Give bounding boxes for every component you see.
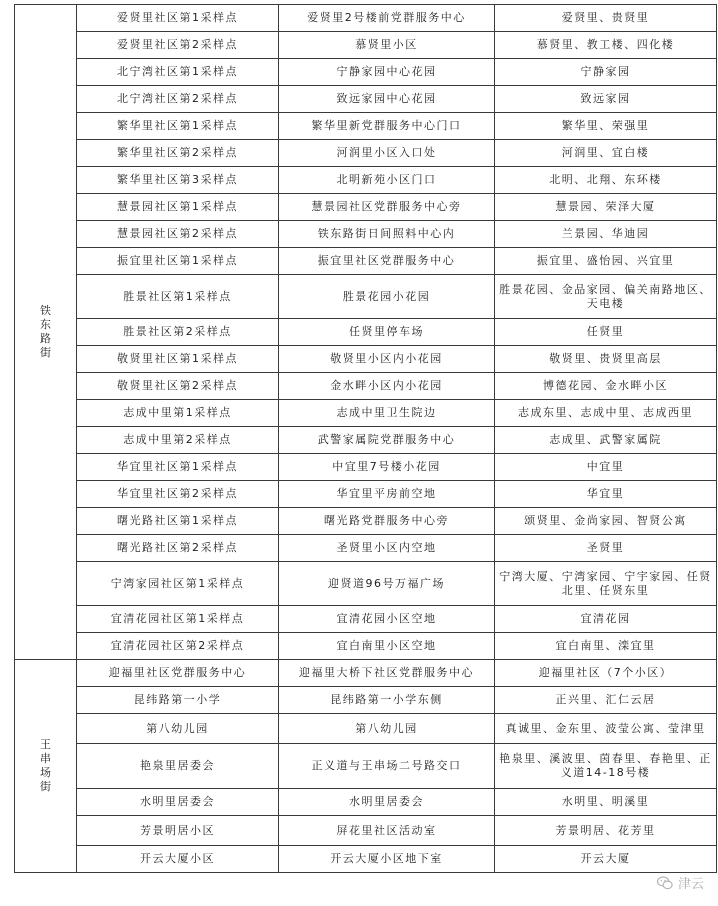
coverage-area-cell: 艳泉里、溪波里、茵春里、春艳里、正义道14-18号楼: [495, 744, 717, 789]
location-cell: 武警家属院党群服务中心: [279, 427, 495, 454]
location-cell: 水明里居委会: [279, 789, 495, 816]
table-row: [15, 481, 717, 508]
sampling-point-cell: 志成中里第2采样点: [77, 427, 279, 454]
coverage-area-cell: 芳景明居、花芳里: [495, 816, 717, 846]
coverage-area-cell: 真诚里、金东里、波莹公寓、莹津里: [495, 714, 717, 744]
sampling-table: [14, 4, 717, 873]
sampling-point-cell: 振宜里社区第1采样点: [77, 248, 279, 275]
sampling-point-cell: 艳泉里居委会: [77, 744, 279, 789]
coverage-area-cell: 河润里、宜白楼: [495, 140, 717, 167]
coverage-area-cell: 宁静家园: [495, 59, 717, 86]
table-row: [15, 248, 717, 275]
location-cell: 迎贤道96号万福广场: [279, 562, 495, 606]
sampling-point-cell: 开云大厦小区: [77, 846, 279, 873]
table-row: [15, 319, 717, 346]
table-row: [15, 508, 717, 535]
location-cell: 河润里小区入口处: [279, 140, 495, 167]
table-row: [15, 454, 717, 481]
coverage-area-cell: 胜景花园、金品家园、偏关南路地区、天电楼: [495, 275, 717, 319]
sampling-point-cell: 慧景园社区第1采样点: [77, 194, 279, 221]
coverage-area-cell: 博德花园、金水畔小区: [495, 373, 717, 400]
coverage-area-cell: 圣贤里: [495, 535, 717, 562]
sampling-point-cell: 宜清花园社区第2采样点: [77, 633, 279, 660]
sampling-point-cell: 胜景社区第1采样点: [77, 275, 279, 319]
location-cell: 振宜里社区党群服务中心: [279, 248, 495, 275]
coverage-area-cell: 繁华里、荣强里: [495, 113, 717, 140]
location-cell: 中宜里7号楼小花园: [279, 454, 495, 481]
coverage-area-cell: 敬贤里、贵贤里高层: [495, 346, 717, 373]
street-cell: [15, 660, 77, 873]
location-cell: 敬贤里小区内小花园: [279, 346, 495, 373]
sampling-point-cell: 敬贤里社区第2采样点: [77, 373, 279, 400]
watermark: [656, 873, 704, 892]
location-cell: 铁东路街日间照料中心内: [279, 221, 495, 248]
sampling-point-cell: 水明里居委会: [77, 789, 279, 816]
coverage-area-cell: 振宜里、盛怡园、兴宜里: [495, 248, 717, 275]
location-cell: 慕贤里小区: [279, 32, 495, 59]
location-cell: 迎福里大桥下社区党群服务中心: [279, 660, 495, 687]
sampling-point-cell: 胜景社区第2采样点: [77, 319, 279, 346]
sampling-point-cell: 敬贤里社区第1采样点: [77, 346, 279, 373]
table-row: [15, 113, 717, 140]
sampling-point-cell: 曙光路社区第1采样点: [77, 508, 279, 535]
table-row: [15, 400, 717, 427]
table-row: [15, 140, 717, 167]
sampling-point-cell: 爱贤里社区第1采样点: [77, 5, 279, 32]
sampling-point-cell: 芳景明居小区: [77, 816, 279, 846]
location-cell: 宜白南里小区空地: [279, 633, 495, 660]
street-name: 王串场街: [40, 738, 51, 793]
coverage-area-cell: 爱贤里、贵贤里: [495, 5, 717, 32]
coverage-area-cell: 正兴里、汇仁云居: [495, 687, 717, 714]
coverage-area-cell: 慧景园、荣泽大厦: [495, 194, 717, 221]
sampling-point-cell: 宁湾家园社区第1采样点: [77, 562, 279, 606]
location-cell: 致远家园中心花园: [279, 86, 495, 113]
location-cell: 金水畔小区内小花园: [279, 373, 495, 400]
location-cell: 华宜里平房前空地: [279, 481, 495, 508]
sampling-point-cell: 爱贤里社区第2采样点: [77, 32, 279, 59]
table-row: [15, 5, 717, 32]
street-name: 铁东路街: [40, 304, 51, 359]
sampling-point-cell: 昆纬路第一小学: [77, 687, 279, 714]
table-row: [15, 535, 717, 562]
sampling-point-cell: 繁华里社区第3采样点: [77, 167, 279, 194]
location-cell: 繁华里新党群服务中心门口: [279, 113, 495, 140]
sampling-point-cell: 北宁湾社区第1采样点: [77, 59, 279, 86]
sampling-point-cell: 华宜里社区第1采样点: [77, 454, 279, 481]
location-cell: 宁静家园中心花园: [279, 59, 495, 86]
coverage-area-cell: 华宜里: [495, 481, 717, 508]
sampling-point-cell: 华宜里社区第2采样点: [77, 481, 279, 508]
table-row: [15, 221, 717, 248]
coverage-area-cell: 颂贤里、金尚家园、智贤公寓: [495, 508, 717, 535]
table-row: [15, 714, 717, 744]
coverage-area-cell: 北明、北翔、东环楼: [495, 167, 717, 194]
coverage-area-cell: 宁湾大厦、宁湾家园、宁宇家园、任贤北里、任贤东里: [495, 562, 717, 606]
location-cell: 曙光路党群服务中心旁: [279, 508, 495, 535]
coverage-area-cell: 中宜里: [495, 454, 717, 481]
wechat-icon: [656, 874, 674, 892]
table-row: [15, 167, 717, 194]
table-row: [15, 373, 717, 400]
watermark-text: 津云: [677, 877, 704, 892]
coverage-area-cell: 致远家园: [495, 86, 717, 113]
location-cell: 志成中里卫生院边: [279, 400, 495, 427]
coverage-area-cell: 宜清花园: [495, 606, 717, 633]
sampling-point-cell: 第八幼儿园: [77, 714, 279, 744]
sampling-point-cell: 北宁湾社区第2采样点: [77, 86, 279, 113]
table-row: [15, 32, 717, 59]
table-row: [15, 427, 717, 454]
sampling-point-cell: 志成中里第1采样点: [77, 400, 279, 427]
location-cell: 圣贤里小区内空地: [279, 535, 495, 562]
location-cell: 任贤里停车场: [279, 319, 495, 346]
table-row: [15, 846, 717, 873]
location-cell: 正义道与王串场二号路交口: [279, 744, 495, 789]
table-row: [15, 562, 717, 606]
location-cell: 开云大厦小区地下室: [279, 846, 495, 873]
location-cell: 昆纬路第一小学东侧: [279, 687, 495, 714]
coverage-area-cell: 水明里、明溪里: [495, 789, 717, 816]
street-cell: [15, 5, 77, 660]
table-row: [15, 816, 717, 846]
coverage-area-cell: 兰景园、华迪园: [495, 221, 717, 248]
coverage-area-cell: 志成里、武警家属院: [495, 427, 717, 454]
sampling-table-body: [15, 5, 717, 873]
location-cell: 屏花里社区活动室: [279, 816, 495, 846]
coverage-area-cell: 慕贤里、教工楼、四化楼: [495, 32, 717, 59]
sampling-point-cell: 慧景园社区第2采样点: [77, 221, 279, 248]
location-cell: 慧景园社区党群服务中心旁: [279, 194, 495, 221]
table-row: [15, 194, 717, 221]
table-row: [15, 789, 717, 816]
sampling-point-cell: 宜清花园社区第1采样点: [77, 606, 279, 633]
coverage-area-cell: 任贤里: [495, 319, 717, 346]
table-row: [15, 606, 717, 633]
location-cell: 北明新苑小区门口: [279, 167, 495, 194]
table-row: [15, 275, 717, 319]
table-row: [15, 346, 717, 373]
table-row: [15, 660, 717, 687]
table-row: [15, 687, 717, 714]
coverage-area-cell: 迎福里社区（7个小区）: [495, 660, 717, 687]
coverage-area-cell: 志成东里、志成中里、志成西里: [495, 400, 717, 427]
location-cell: 第八幼儿园: [279, 714, 495, 744]
table-row: [15, 59, 717, 86]
table-row: [15, 633, 717, 660]
sampling-point-cell: 繁华里社区第1采样点: [77, 113, 279, 140]
coverage-area-cell: 宜白南里、滦宜里: [495, 633, 717, 660]
coverage-area-cell: 开云大厦: [495, 846, 717, 873]
location-cell: 胜景花园小花园: [279, 275, 495, 319]
table-row: [15, 744, 717, 789]
sampling-point-cell: 迎福里社区党群服务中心: [77, 660, 279, 687]
table-row: [15, 86, 717, 113]
sampling-point-cell: 曙光路社区第2采样点: [77, 535, 279, 562]
location-cell: 爱贤里2号楼前党群服务中心: [279, 5, 495, 32]
location-cell: 宜清花园小区空地: [279, 606, 495, 633]
sampling-point-cell: 繁华里社区第2采样点: [77, 140, 279, 167]
